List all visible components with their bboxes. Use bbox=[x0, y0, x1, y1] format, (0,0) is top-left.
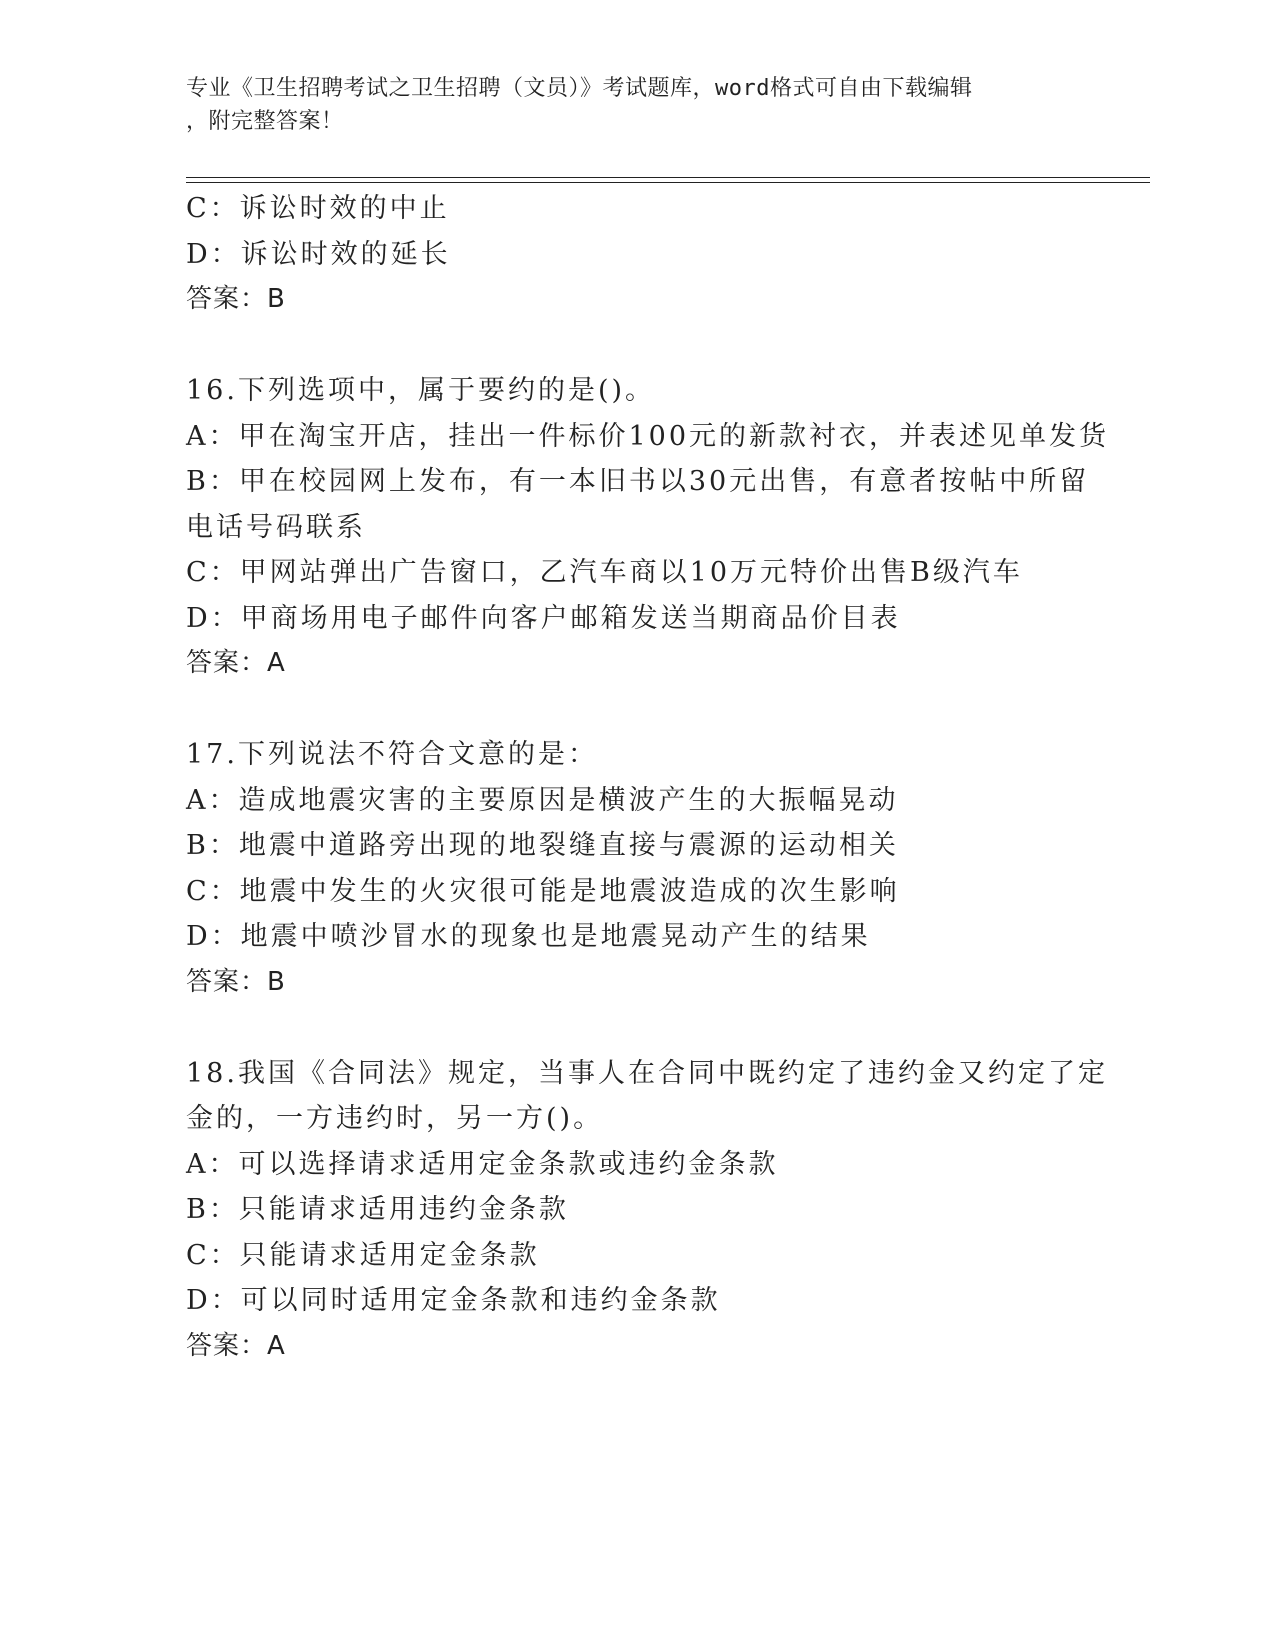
spacer bbox=[186, 323, 1086, 369]
option-a: A：可以选择请求适用定金条款或违约金条款 bbox=[186, 1148, 779, 1180]
document-header bbox=[186, 72, 1086, 138]
option-d: D：诉讼时效的延长 bbox=[186, 238, 451, 270]
option-c: C：诉讼时效的中止 bbox=[186, 193, 450, 224]
option-b: B：只能请求适用违约金条款 bbox=[186, 1194, 569, 1225]
option-b: B：地震中道路旁出现的地裂缝直接与震源的运动相关 bbox=[186, 830, 899, 861]
question-17 bbox=[186, 732, 1086, 1005]
header-divider-bottom bbox=[186, 182, 1150, 183]
question-stem: 18.我国《合同法》规定，当事人在合同中既约定了违约金又约定了定 bbox=[186, 1057, 1108, 1089]
option-b: B：甲在校园网上发布，有一本旧书以30元出售，有意者按帖中所留 bbox=[186, 466, 1090, 497]
option-c: C：甲网站弹出广告窗口，乙汽车商以10万元特价出售B级汽车 bbox=[186, 557, 1023, 588]
question-16 bbox=[186, 368, 1110, 687]
question-list bbox=[186, 186, 1110, 1369]
option-d: D：地震中喷沙冒水的现象也是地震晃动产生的结果 bbox=[186, 921, 871, 952]
option-b-continued: 电话号码联系 bbox=[186, 511, 366, 543]
spacer bbox=[186, 1005, 1086, 1051]
previous-question-tail bbox=[186, 186, 1086, 323]
option-c: C：地震中发生的火灾很可能是地震波造成的次生影响 bbox=[186, 875, 900, 907]
answer-line: 答案：A bbox=[186, 1330, 286, 1361]
header-line: 专业《卫生招聘考试之卫生招聘（文员）》考试题库，word格式可自由下载编辑 bbox=[186, 76, 973, 101]
answer-line: 答案：A bbox=[186, 648, 286, 678]
spacer bbox=[186, 687, 1086, 733]
question-stem: 17.下列说法不符合文意的是： bbox=[186, 739, 598, 770]
option-d: D：可以同时适用定金条款和违约金条款 bbox=[186, 1285, 721, 1316]
header-line: ，附完整答案！ bbox=[186, 109, 344, 134]
option-c: C：只能请求适用定金条款 bbox=[186, 1239, 540, 1271]
answer-line: 答案：B bbox=[186, 284, 286, 314]
question-stem: 16.下列选项中，属于要约的是()。 bbox=[186, 375, 656, 406]
option-a: A：甲在淘宝开店，挂出一件标价100元的新款衬衣，并表述见单发货 bbox=[186, 420, 1110, 452]
option-d: D：甲商场用电子邮件向客户邮箱发送当期商品价目表 bbox=[186, 602, 901, 634]
question-18 bbox=[186, 1051, 1108, 1370]
answer-line: 答案：B bbox=[186, 966, 286, 997]
option-a: A：造成地震灾害的主要原因是横波产生的大振幅晃动 bbox=[186, 784, 899, 816]
header-divider-top bbox=[186, 177, 1150, 178]
question-stem-continued: 金的，一方违约时，另一方()。 bbox=[186, 1103, 604, 1134]
